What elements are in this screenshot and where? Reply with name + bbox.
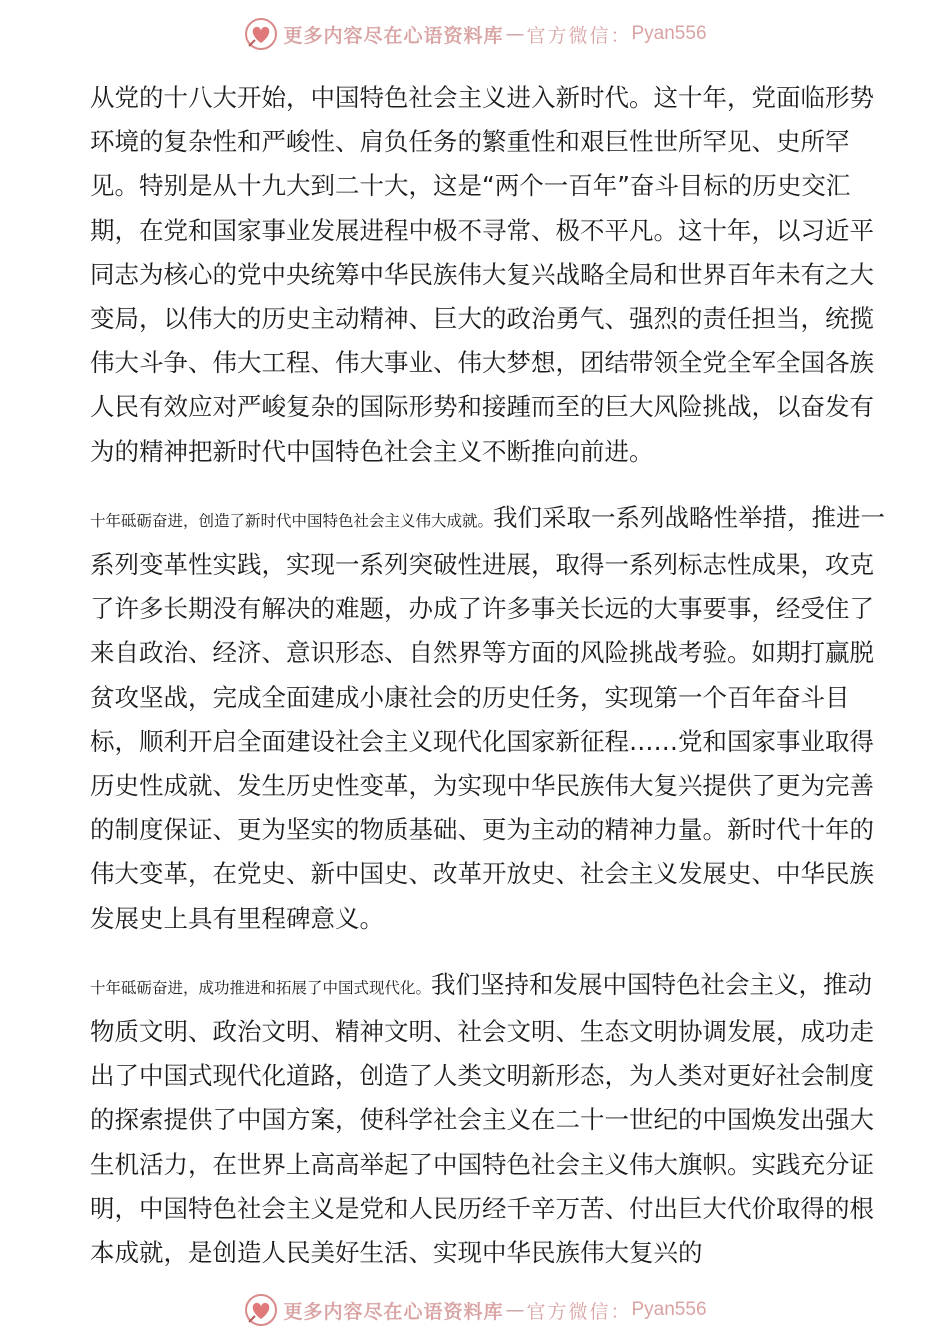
- footer-contact-label: 官方微信：: [526, 1300, 632, 1323]
- paragraph-1-text: 从党的十八大开始，中国特色社会主义进入新时代。这十年，党面临形势环境的复杂性和严峻性、肩负任务的繁重性和艰巨性世所罕见、史所罕见。特别是从十九大到二十大，这是“两个一百年”奋斗目标的历史交汇期，在党和国家事业发展进程中极不寻常、极不平凡。这十年，以习近平同志为核心的党中央统筹中华民族伟大复兴战略全局和世界百年未有之大变局，以伟大的历史主动精神、巨大的政治勇气、强烈的责任担当，统揽伟大斗争、伟大工程、伟大事业、伟大梦想，团结带领全党全军全国各族人民有效应对严峻复杂的国际形势和接踵而至的巨大风险挑战，以奋发有为的精神把新时代中国特色社会主义不断推向前进。: [90, 83, 874, 466]
- paragraph-3-text: 我们坚持和发展中国特色社会主义，推动物质文明、政治文明、精神文明、社会文明、生态文明协调发展，成功走出了中国式现代化道路，创造了人类文明新形态，为人类对更好社会制度的探索提供了中国方案，使科学社会主义在二十一世纪的中国焕发出强大生机活力，在世界上高高举起了中国特色社会主义伟大旗帜。实践充分证明，中国特色社会主义是党和人民历经千辛万苦、付出巨大代价取得的根本成就，是创造人民美好生活、实现中华民族伟大复兴的: [90, 969, 874, 1268]
- header-banner: [0, 14, 950, 54]
- footer-dash: —: [505, 1299, 525, 1321]
- paragraph-1: [90, 76, 890, 474]
- paragraph-3-lead: 十年砥砺奋进，成功推进和拓展了中国式现代化。: [90, 978, 432, 997]
- header-wechat-id: Pyan556: [631, 23, 707, 44]
- heart-logo-icon: [243, 16, 279, 52]
- document-body: [90, 76, 890, 1297]
- paragraph-3: [90, 963, 890, 1275]
- footer-banner: [0, 1290, 950, 1330]
- paragraph-2: [90, 496, 890, 941]
- footer-wechat-id: Pyan556: [631, 1299, 707, 1320]
- header-brand-text: 更多内容尽在心语资料库: [283, 24, 504, 47]
- heart-logo-icon: [243, 1292, 279, 1328]
- paragraph-2-lead: 十年砥砺奋进，创造了新时代中国特色社会主义伟大成就。: [90, 511, 494, 530]
- paragraph-2-text: 我们采取一系列战略性举措，推进一系列变革性实践，实现一系列突破性进展，取得一系列标志性成果，攻克了许多长期没有解决的难题，办成了许多事关长远的大事要事，经受住了来自政治、经济、意识形态、自然界等方面的风险挑战考验。如期打赢脱贫攻坚战，完成全面建成小康社会的历史任务，实现第一个百年奋斗目标，顺利开启全面建设社会主义现代化国家新征程……党和国家事业取得历史性成就、发生历史性变革，为实现中华民族伟大复兴提供了更为完善的制度保证、更为坚实的物质基础、更为主动的精神力量。新时代十年的伟大变革，在党史、新中国史、改革开放史、社会主义发展史、中华民族发展史上具有里程碑意义。: [90, 502, 886, 933]
- header-contact-label: 官方微信：: [526, 24, 632, 47]
- header-dash: —: [505, 23, 525, 45]
- footer-brand-text: 更多内容尽在心语资料库: [283, 1300, 504, 1323]
